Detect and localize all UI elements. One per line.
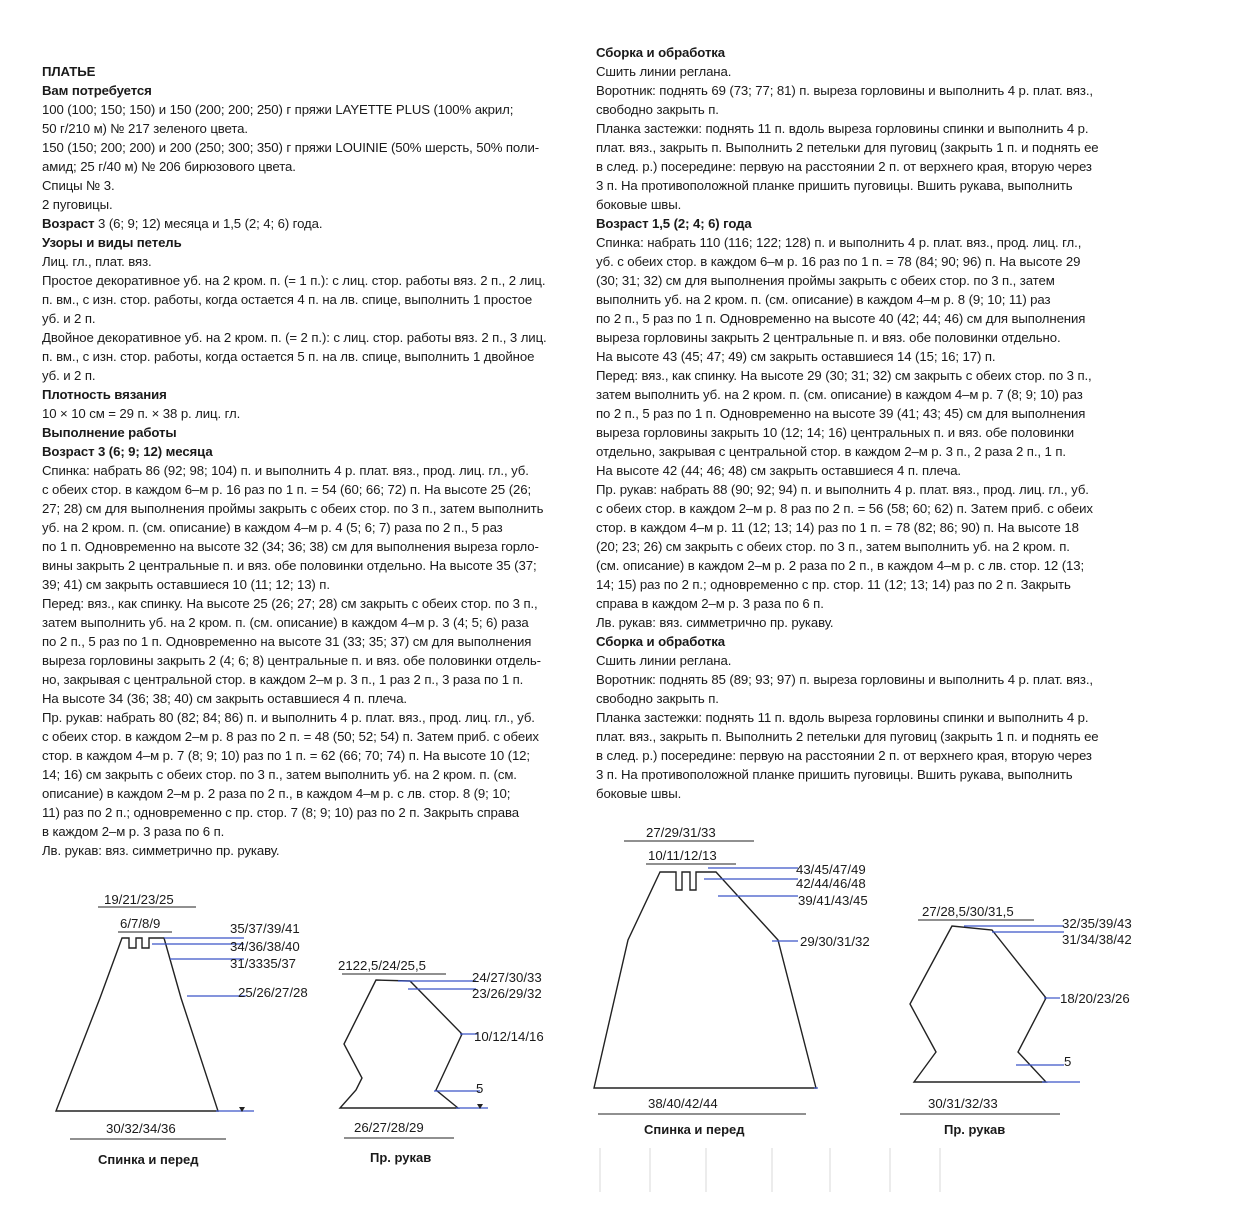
left-text-line: уб. и 2 п. — [42, 368, 96, 383]
left-text-line: п. вм., с изн. стор. работы, когда остается 5 п. на лв. спице, выполнить 1 двойное — [42, 349, 535, 364]
diagram-large-body — [590, 820, 900, 1140]
right-text-line: (30; 31; 32) см для выполнения проймы закрыть с обеих стор. по 3 п., затем — [596, 273, 1055, 288]
right-text-line: по 2 п., 5 раз по 1 п. Одновременно на высоте 40 (42; 44; 46) см для выполнения — [596, 311, 1086, 326]
left-text-line: 100 (100; 150; 150) и 150 (200; 200; 250) г пряжи LAYETTE PLUS (100% акрил; — [42, 102, 514, 117]
right-text-line: затем выполнить уб. на 2 кром. п. (см. описание) в каждом 4–м р. 7 (8; 9; 10) раз — [596, 387, 1083, 402]
right-text-line: стор. в каждом 4–м р. 11 (12; 13; 14) раз по 1 п. = 78 (82; 86; 90) п. На высоте 18 — [596, 520, 1079, 535]
left-text-line: уб. на 2 кром. п. (см. описание) в каждом 4–м р. 4 (5; 6; 7) раза по 2 п., 5 раз — [42, 520, 503, 535]
left-text-line: 50 г/210 м) № 217 зеленого цвета. — [42, 121, 248, 136]
small-body-h1: 35/37/39/41 — [230, 921, 300, 936]
right-text-line: справа в каждом 2–м р. 3 раза по 6 п. — [596, 596, 824, 611]
small-sleeve-top-width: 2122,5/24/25,5 — [338, 958, 426, 973]
large-body-h4: 29/30/31/32 — [800, 934, 870, 949]
right-text-block — [596, 43, 1156, 803]
large-body-h2: 42/44/46/48 — [796, 876, 866, 891]
left-text-line: выреза горловины закрыть 2 (4; 6; 8) центральные п. и вяз. обе половинки отдель- — [42, 653, 541, 668]
left-text-line: п. вм., с изн. стор. работы, когда остается 4 п. на лв. спице, выполнить 1 простое — [42, 292, 533, 307]
right-text-line: Спинка: набрать 110 (116; 122; 128) п. и выполнить 4 р. плат. вяз., прод. лиц. гл., — [596, 235, 1082, 250]
right-text-line: Воротник: поднять 85 (89; 93; 97) п. выреза горловины и выполнить 4 р. плат. вяз., — [596, 672, 1093, 687]
left-text-line: но, закрывая с центральной стор. в каждом 2–м р. 3 п., 1 раз 2 п., 3 раза по 1 п. — [42, 672, 524, 687]
right-text-line: На высоте 43 (45; 47; 49) см закрыть оставшиеся 14 (15; 16; 17) п. — [596, 349, 996, 364]
small-sleeve-h4: 5 — [476, 1081, 484, 1096]
left-text-line — [42, 214, 582, 233]
large-body-h1: 43/45/47/49 — [796, 862, 866, 877]
right-text-line: Сшить линии реглана. — [596, 653, 732, 668]
left-text-line: Узоры и виды петель — [42, 235, 182, 250]
small-body-top-width: 19/21/23/25 — [104, 892, 174, 907]
right-text-line: Сборка и обработка — [596, 45, 726, 60]
right-text-line: плат. вяз., закрыть п. Выполнить 2 петельки для пуговиц (закрыть 1 п. и поднять ее — [596, 140, 1099, 155]
pattern-title: ПЛАТЬЕ — [42, 64, 96, 79]
left-text-line: Лв. рукав: вяз. симметрично пр. рукаву. — [42, 843, 280, 858]
right-text-line: с обеих стор. в каждом 2–м р. 8 раз по 2 п. = 56 (58; 60; 62) п. Затем приб. с обеих — [596, 501, 1093, 516]
right-text-line: Воротник: поднять 69 (73; 77; 81) п. выреза горловины и выполнить 4 р. плат. вяз., — [596, 83, 1093, 98]
large-sleeve-h2: 31/34/38/42 — [1062, 932, 1132, 947]
diagram-small-sleeve — [330, 950, 570, 1180]
right-text-line: выполнить уб. на 2 кром. п. (см. описание) в каждом 4–м р. 8 (9; 10; 11) раз — [596, 292, 1051, 307]
left-text-line: 11) раз по 2 п.; одновременно с пр. стор. 7 (8; 9; 10) раз по 2 п. Закрыть справа — [42, 805, 520, 820]
right-text-line: свободно закрыть п. — [596, 691, 719, 706]
right-text-line: боковые швы. — [596, 786, 682, 801]
small-body-caption: Спинка и перед — [98, 1152, 199, 1167]
large-body-top-width: 27/29/31/33 — [646, 825, 716, 840]
left-text-block — [42, 81, 582, 860]
right-text-line: (20; 23; 26) см закрыть с обеих стор. по 3 п., затем выполнить уб. на 2 кром. п. — [596, 539, 1070, 554]
right-text-line: 3 п. На противоположной планке пришить пуговицы. Вшить рукава, выполнить — [596, 767, 1073, 782]
large-body-outline — [594, 872, 816, 1088]
left-text-line: амид; 25 г/40 м) № 206 бирюзового цвета. — [42, 159, 296, 174]
left-text-line-lead: Возраст — [42, 216, 95, 231]
small-sleeve-h1: 24/27/30/33 — [472, 970, 542, 985]
left-text-line: по 2 п., 5 раз по 1 п. Одновременно на высоте 31 (33; 35; 37) см для выполнения — [42, 634, 532, 649]
left-text-line: с обеих стор. в каждом 6–м р. 16 раз по 1 п. = 54 (60; 66; 72) п. На высоте 25 (26; — [42, 482, 532, 497]
left-text-line: 10 × 10 см = 29 п. × 38 р. лиц. гл. — [42, 406, 241, 421]
left-text-line: Возраст 3 (6; 9; 12) месяца — [42, 444, 213, 459]
right-text-line: отдельно, закрывая с центральной стор. в каждом 2–м р. 3 п., 2 раза 2 п., 1 п. — [596, 444, 1066, 459]
left-text-line: Плотность вязания — [42, 387, 167, 402]
left-text-line: Перед: вяз., как спинку. На высоте 25 (26; 27; 28) см закрыть с обеих стор. по 3 п., — [42, 596, 538, 611]
diagram-large-sleeve — [900, 900, 1160, 1140]
small-body-h3: 31/3335/37 — [230, 956, 297, 971]
right-text-line: уб. с обеих стор. в каждом 6–м р. 16 раз по 1 п. = 78 (84; 90; 96) п. На высоте 29 — [596, 254, 1081, 269]
right-text-line: по 2 п., 5 раз по 1 п. Одновременно на высоте 39 (41; 43; 45) см для выполнения — [596, 406, 1086, 421]
left-text-line: Выполнение работы — [42, 425, 177, 440]
large-sleeve-top-width: 27/28,5/30/31,5 — [922, 904, 1014, 919]
diagram-small-body — [40, 886, 330, 1176]
left-text-line: стор. в каждом 4–м р. 7 (8; 9; 10) раз по 1 п. = 62 (66; 70; 74) п. На высоте 10 (12; — [42, 748, 530, 763]
left-text-line: Спицы № 3. — [42, 178, 115, 193]
small-body-outline — [56, 938, 218, 1111]
right-text-line: выреза горловины закрыть 2 центральные п. и вяз. обе половинки отдельно. — [596, 330, 1061, 345]
right-text-line: Пр. рукав: набрать 88 (90; 92; 94) п. и выполнить 4 р. плат. вяз., прод. лиц. гл., уб. — [596, 482, 1089, 497]
right-text-line: 14; 15) раз по 2 п.; одновременно с пр. стор. 11 (12; 13; 14) раз по 2 п. Закрыть — [596, 577, 1071, 592]
right-text-line: Возраст 1,5 (2; 4; 6) года — [596, 216, 752, 231]
right-text-line: в след. р.) посередине: первую на расстоянии 2 п. от верхнего края, вторую через — [596, 159, 1092, 174]
right-text-line: Перед: вяз., как спинку. На высоте 29 (30; 31; 32) см закрыть с обеих стор. по 3 п., — [596, 368, 1092, 383]
right-text-line: Планка застежки: поднять 11 п. вдоль выреза горловины спинки и выполнить 4 р. — [596, 710, 1089, 725]
small-body-bottom-width: 30/32/34/36 — [106, 1121, 176, 1136]
large-sleeve-h3: 18/20/23/26 — [1060, 991, 1130, 1006]
small-body-h2: 34/36/38/40 — [230, 939, 300, 954]
large-body-h3: 39/41/43/45 — [798, 893, 868, 908]
right-text-line: (см. описание) в каждом 2–м р. 2 раза по 2 п., в каждом 4–м р. с лв. стор. 12 (13; — [596, 558, 1085, 573]
small-body-neck-width: 6/7/8/9 — [120, 916, 161, 931]
right-text-line: в след. р.) посередине: первую на расстоянии 2 п. от верхнего края, вторую через — [596, 748, 1092, 763]
left-text-line: в каждом 2–м р. 3 раза по 6 п. — [42, 824, 225, 839]
left-text-line: уб. и 2 п. — [42, 311, 96, 326]
large-body-bottom-width: 38/40/42/44 — [648, 1096, 718, 1111]
right-text-line: Лв. рукав: вяз. симметрично пр. рукаву. — [596, 615, 834, 630]
right-text-line: выреза горловины закрыть 10 (12; 14; 16) центральных п. и вяз. обе половинки — [596, 425, 1075, 440]
right-text-line: боковые швы. — [596, 197, 682, 212]
left-text-line: по 1 п. Одновременно на высоте 32 (34; 36; 38) см для выполнения выреза горло- — [42, 539, 539, 554]
left-text-line: 2 пуговицы. — [42, 197, 113, 212]
large-sleeve-h1: 32/35/39/43 — [1062, 916, 1132, 931]
left-text-line: Вам потребуется — [42, 83, 152, 98]
left-text-line: затем выполнить уб. на 2 кром. п. (см. описание) в каждом 4–м р. 3 (4; 5; 6) раза — [42, 615, 529, 630]
right-text-line: свободно закрыть п. — [596, 102, 719, 117]
small-sleeve-outline — [340, 980, 462, 1108]
left-text-line: 39; 41) см закрыть оставшиеся 10 (11; 12; 13) п. — [42, 577, 330, 592]
right-text-line: Сборка и обработка — [596, 634, 726, 649]
right-text-line: плат. вяз., закрыть п. Выполнить 2 петельки для пуговиц (закрыть 1 п. и поднять ее — [596, 729, 1099, 744]
small-sleeve-caption: Пр. рукав — [370, 1150, 432, 1165]
right-text-line: На высоте 42 (44; 46; 48) см закрыть оставшиеся 4 п. плеча. — [596, 463, 961, 478]
left-text-line: 150 (150; 200; 200) и 200 (250; 300; 350) г пряжи LOUINIE (50% шерсть, 50% поли- — [42, 140, 540, 155]
right-text-line: Планка застежки: поднять 11 п. вдоль выреза горловины спинки и выполнить 4 р. — [596, 121, 1089, 136]
right-text-line: 3 п. На противоположной планке пришить пуговицы. Вшить рукава, выполнить — [596, 178, 1073, 193]
left-text-line: Лиц. гл., плат. вяз. — [42, 254, 152, 269]
left-text-line: Спинка: набрать 86 (92; 98; 104) п. и выполнить 4 р. плат. вяз., прод. лиц. гл., уб. — [42, 463, 529, 478]
left-text-line: Простое декоративное уб. на 2 кром. п. (= 1 п.): с лиц. стор. работы вяз. 2 п., 2 лиц. — [42, 273, 546, 288]
large-sleeve-outline — [910, 926, 1046, 1082]
small-body-h4: 25/26/27/28 — [238, 985, 308, 1000]
left-text-line: Пр. рукав: набрать 80 (82; 84; 86) п. и выполнить 4 р. плат. вяз., прод. лиц. гл., уб. — [42, 710, 535, 725]
left-text-line: 27; 28) см для выполнения проймы закрыть с обеих стор. по 3 п., затем выполнить — [42, 501, 544, 516]
large-sleeve-h4: 5 — [1064, 1054, 1072, 1069]
large-body-caption: Спинка и перед — [644, 1122, 745, 1137]
left-text-line: с обеих стор. в каждом 2–м р. 8 раз по 2 п. = 48 (50; 52; 54) п. Затем приб. с обеих — [42, 729, 539, 744]
left-text-line: 14; 16) см закрыть с обеих стор. по 3 п., затем выполнить уб. на 2 кром. п. (см. — [42, 767, 517, 782]
left-text-line: вины закрыть 2 центральные п. и вяз. обе половинки отдельно. На высоте 35 (37; — [42, 558, 537, 573]
left-text-line: описание) в каждом 2–м р. 2 раза по 2 п., в каждом 4–м р. с лв. стор. 8 (9; 10; — [42, 786, 511, 801]
small-sleeve-h2: 23/26/29/32 — [472, 986, 542, 1001]
left-text-line-text: 3 (6; 9; 12) месяца и 1,5 (2; 4; 6) года. — [94, 216, 323, 231]
left-text-line: На высоте 34 (36; 38; 40) см закрыть оставшиеся 4 п. плеча. — [42, 691, 407, 706]
left-text-line: Двойное декоративное уб. на 2 кром. п. (= 2 п.): с лиц. стор. работы вяз. 2 п., 3 лиц. — [42, 330, 547, 345]
large-sleeve-caption: Пр. рукав — [944, 1122, 1006, 1137]
small-sleeve-bottom-width: 26/27/28/29 — [354, 1120, 424, 1135]
right-text-line: Сшить линии реглана. — [596, 64, 732, 79]
scan-artifacts — [560, 1140, 980, 1200]
small-sleeve-h3: 10/12/14/16 — [474, 1029, 544, 1044]
large-body-neck-width: 10/11/12/13 — [648, 848, 717, 863]
large-sleeve-bottom-width: 30/31/32/33 — [928, 1096, 998, 1111]
